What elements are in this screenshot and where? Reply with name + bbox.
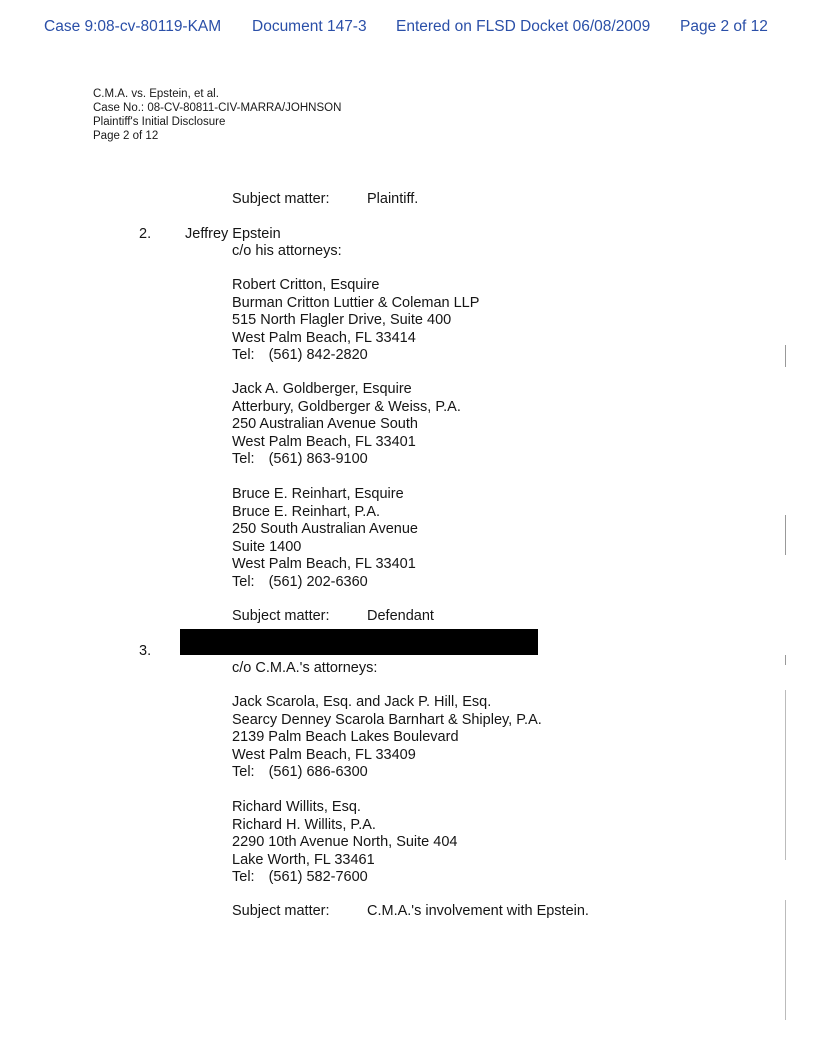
docket-page-number: Page 2 of 12: [680, 18, 768, 35]
item2-subject-value: Defendant: [367, 608, 434, 624]
attorney-block-goldberger: [232, 381, 461, 469]
attorney-phone: [232, 764, 542, 782]
attorney-city: West Palm Beach, FL 33401: [232, 433, 416, 450]
scan-artifact: [785, 900, 786, 1020]
attorney-firm: Richard H. Willits, P.A.: [232, 816, 376, 833]
attorney-address: 2290 10th Avenue North, Suite 404: [232, 834, 458, 850]
attorney-name: Robert Critton, Esquire: [232, 277, 380, 293]
item3-subject-value: C.M.A.'s involvement with Epstein.: [367, 903, 589, 919]
attorney-city: West Palm Beach, FL 33409: [232, 746, 416, 763]
item1-subject-label: Subject matter:: [232, 191, 330, 207]
attorney-phone: [232, 347, 479, 365]
attorney-phone: [232, 869, 457, 887]
attorney-block-reinhart: [232, 486, 418, 591]
scan-artifact: [785, 655, 786, 665]
attorney-name: Richard Willits, Esq.: [232, 799, 361, 815]
caption-document-title: Plaintiff's Initial Disclosure: [93, 116, 226, 128]
attorney-name: Jack A. Goldberger, Esquire: [232, 381, 412, 397]
case-caption: [93, 87, 341, 143]
attorney-address: 2139 Palm Beach Lakes Boulevard: [232, 729, 459, 745]
item3-subject-label: Subject matter:: [232, 903, 330, 919]
phone-label: Tel:: [232, 869, 255, 885]
docket-entered-date: Entered on FLSD Docket 06/08/2009: [396, 18, 651, 35]
attorney-city: West Palm Beach, FL 33401: [232, 556, 416, 572]
item2-name: Jeffrey Epstein: [185, 226, 281, 242]
attorney-name: Jack Scarola, Esq. and Jack P. Hill, Esq.: [232, 694, 492, 710]
caption-page-number: Page 2 of 12: [93, 130, 159, 142]
attorney-city: West Palm Beach, FL 33414: [232, 329, 416, 346]
attorney-address: 515 North Flagler Drive, Suite 400: [232, 312, 452, 328]
attorney-block-critton: [232, 277, 479, 365]
attorney-block-scarola: [232, 694, 542, 782]
attorney-phone: [232, 574, 418, 592]
item3-care-of: c/o C.M.A.'s attorneys:: [232, 660, 378, 676]
item2-care-of: c/o his attorneys:: [232, 243, 342, 259]
docket-case-number: Case 9:08-cv-80119-KAM: [44, 18, 222, 35]
phone-label: Tel:: [232, 347, 255, 363]
phone-number: (561) 202-6360: [268, 573, 368, 590]
caption-case-number: Case No.: 08-CV-80811-CIV-MARRA/JOHNSON: [93, 102, 342, 114]
attorney-phone: [232, 451, 461, 469]
scan-artifact: [785, 345, 786, 367]
item1-subject-value: Plaintiff.: [367, 191, 419, 207]
phone-label: Tel:: [232, 451, 255, 467]
caption-parties: C.M.A. vs. Epstein, et al.: [93, 88, 219, 100]
redaction-bar: [180, 629, 538, 655]
attorney-address: 250 South Australian Avenue: [232, 521, 418, 537]
phone-number: (561) 842-2820: [268, 347, 368, 363]
docket-document-number: Document 147-3: [252, 18, 367, 35]
item2-number: 2.: [139, 226, 152, 242]
item2-subject-label: Subject matter:: [232, 608, 330, 624]
phone-label: Tel:: [232, 764, 255, 780]
attorney-firm: Burman Critton Luttier & Coleman LLP: [232, 294, 480, 311]
attorney-address-line2: Suite 1400: [232, 538, 302, 555]
attorney-block-willits: [232, 799, 457, 887]
phone-number: (561) 582-7600: [268, 869, 368, 885]
attorney-firm: Bruce E. Reinhart, P.A.: [232, 503, 381, 520]
phone-number: (561) 686-6300: [268, 764, 368, 780]
phone-number: (561) 863-9100: [268, 451, 368, 467]
scan-artifact: [785, 515, 786, 555]
phone-label: Tel:: [232, 573, 255, 590]
item3-number: 3.: [139, 643, 152, 659]
attorney-firm: Atterbury, Goldberger & Weiss, P.A.: [232, 398, 461, 415]
attorney-address: 250 Australian Avenue South: [232, 416, 418, 432]
scan-artifact: [785, 690, 786, 860]
attorney-name: Bruce E. Reinhart, Esquire: [232, 486, 404, 502]
attorney-firm: Searcy Denney Scarola Barnhart & Shipley, P.A.: [232, 711, 542, 728]
attorney-city: Lake Worth, FL 33461: [232, 851, 375, 868]
